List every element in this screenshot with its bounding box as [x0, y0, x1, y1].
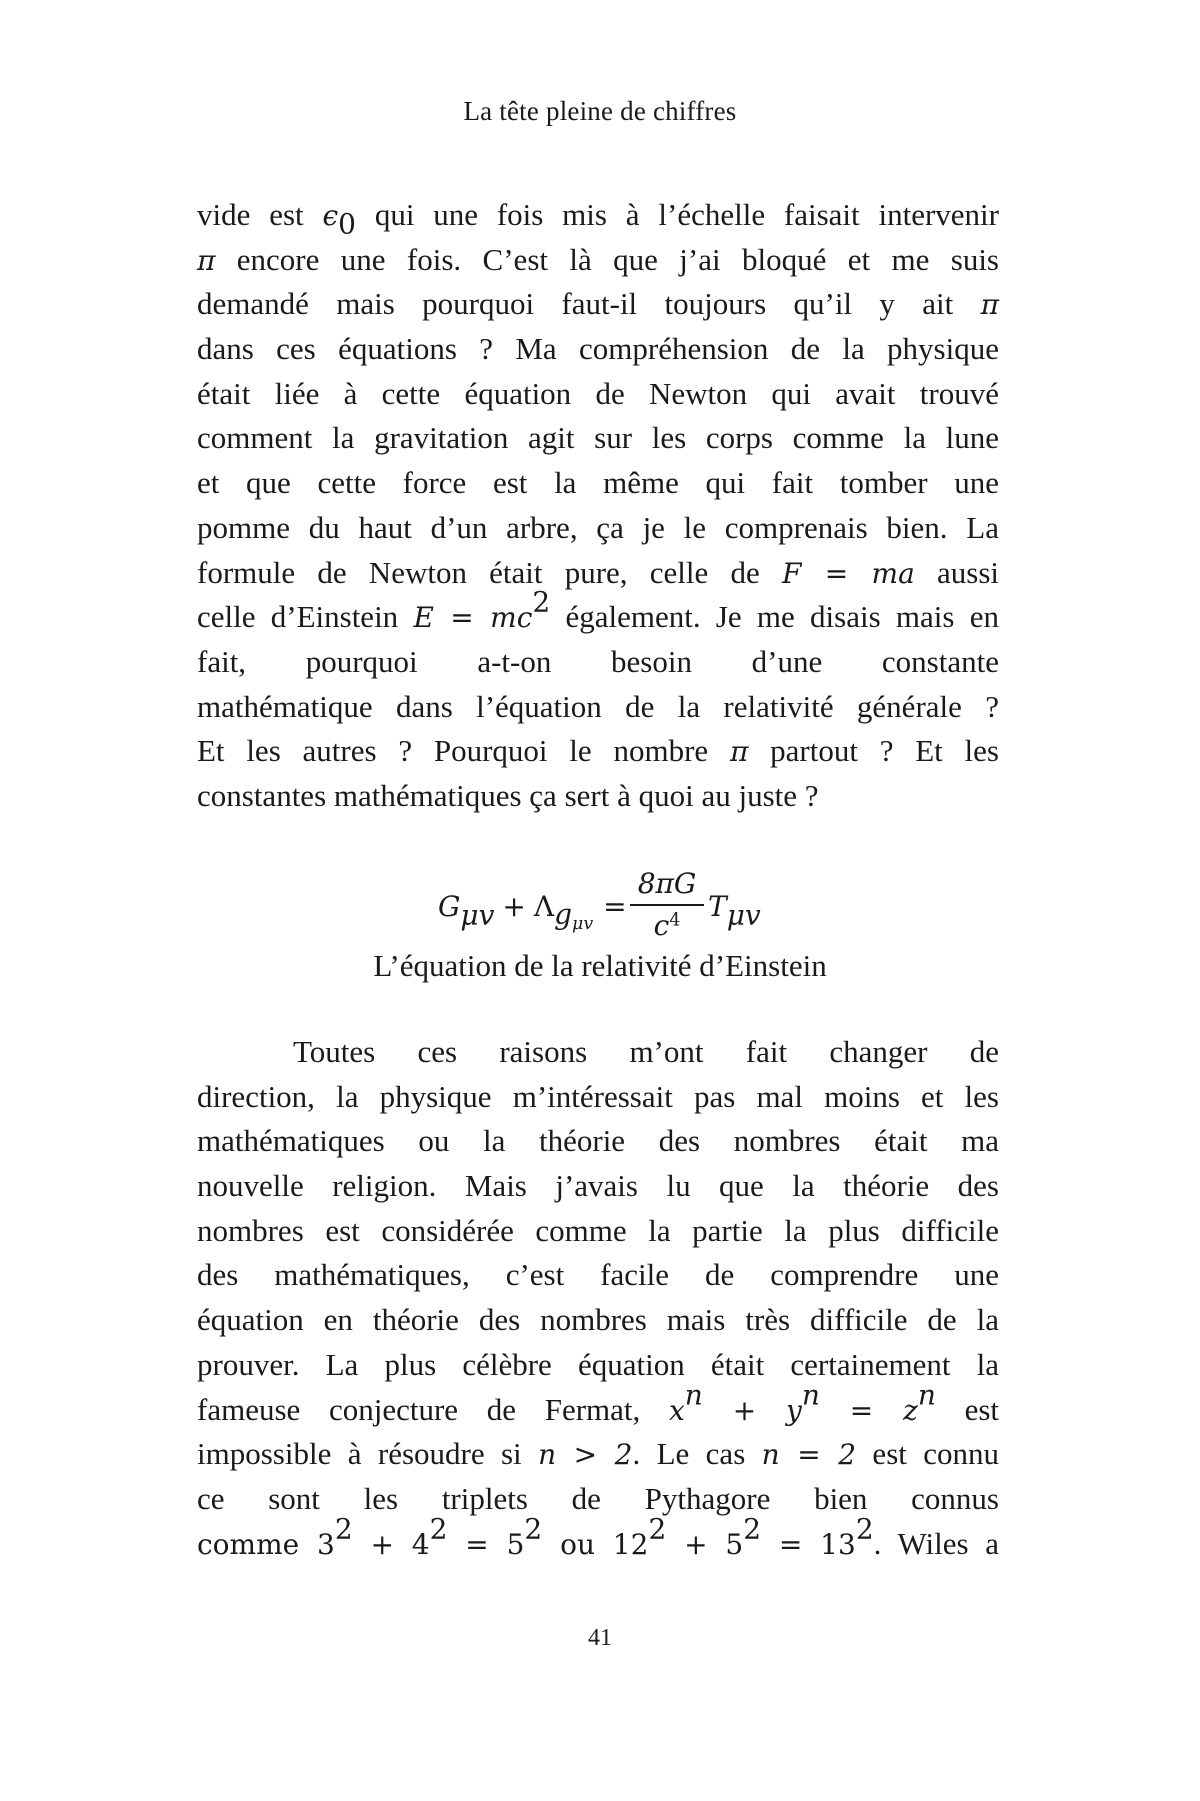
- paragraph-line: était liée à cette équation de Newton qui avait trouvé: [197, 375, 999, 411]
- equation-left-side: [438, 890, 627, 935]
- paragraph-line: mathématique dans l’équation de la relativité générale ?: [197, 688, 999, 724]
- text-run: fameuse conjecture de Fermat,: [197, 1391, 669, 1427]
- math-term: + 5: [666, 1527, 744, 1561]
- math-symbol: T: [708, 890, 727, 923]
- math-pi: π: [980, 288, 999, 322]
- math-superscript: 4: [669, 910, 681, 931]
- math-equality: n = 2: [761, 1438, 857, 1472]
- text-run: partout ? Et les: [748, 733, 999, 769]
- text-run: . Wiles a: [873, 1525, 1000, 1561]
- paragraph-line: [197, 1432, 999, 1477]
- einstein-field-equation: [0, 866, 1200, 946]
- math-subscript: μv: [572, 914, 594, 935]
- paragraph-line: des mathématiques, c’est facile de comprendre une: [197, 1257, 999, 1293]
- paragraph-line: mathématiques ou la théorie des nombres était ma: [197, 1123, 999, 1159]
- paragraph-line: [197, 238, 999, 283]
- math-operator: =: [603, 890, 627, 923]
- paragraph-line: dans ces équations ? Ma compréhension de la physique: [197, 331, 999, 367]
- math-operator: =: [819, 1393, 904, 1427]
- math-superscript: 2: [524, 1512, 543, 1546]
- paragraph-line: prouver. La plus célèbre équation était certainement la: [197, 1346, 999, 1382]
- text-run: est connu: [856, 1436, 1000, 1472]
- math-subscript: 0: [338, 207, 356, 241]
- text-run: formule de Newton était pure, celle de: [197, 554, 782, 590]
- running-title: La tête pleine de chiffres: [463, 96, 737, 126]
- math-symbol: c: [653, 909, 670, 942]
- paragraph-line: nombres est considérée comme la partie la plus difficile: [197, 1212, 999, 1248]
- math-superscript: n: [801, 1378, 820, 1412]
- math-symbol: z: [903, 1393, 918, 1427]
- math-inequality: n > 2: [538, 1438, 633, 1472]
- text-run: aussi: [914, 554, 1000, 590]
- math-superscript: n: [917, 1378, 936, 1412]
- math-superscript: 2: [648, 1512, 667, 1546]
- math-subscript: [554, 898, 594, 935]
- text-run: également. Je me disais mais en: [550, 599, 999, 635]
- math-operator: +: [502, 890, 526, 923]
- paragraph-line: constantes mathématiques ça sert à quoi au juste ?: [197, 777, 819, 813]
- paragraph-line: direction, la physique m’intéressait pas mal moins et les: [197, 1078, 999, 1114]
- fraction-numerator: 8πG: [637, 867, 697, 900]
- math-symbol: x: [669, 1393, 685, 1427]
- text-run: vide est: [197, 197, 323, 232]
- text-run: demandé mais pourquoi faut-il toujours qu’il y ait: [197, 286, 981, 322]
- math-epsilon: ϵ: [322, 199, 339, 232]
- math-operator: +: [702, 1393, 787, 1427]
- paragraph-line: [197, 551, 999, 596]
- paragraph-line: comment la gravitation agit sur les corps comme la lune: [197, 420, 999, 456]
- paragraph-line: pomme du haut d’un arbre, ça je le comprenais bien. La: [197, 509, 999, 545]
- fraction-bar: [630, 904, 704, 906]
- math-subscript: μv: [460, 898, 495, 932]
- paragraph-line: fait, pourquoi a-t-on besoin d’une constante: [197, 643, 999, 679]
- math-symbol: g: [554, 898, 573, 932]
- math-term: = 13: [761, 1527, 856, 1561]
- equation-fraction: [630, 866, 704, 944]
- math-symbol: Λ: [533, 890, 555, 923]
- math-superscript: 2: [429, 1512, 448, 1546]
- paragraph-line: et que cette force est la même qui fait tomber une: [197, 465, 999, 501]
- text-run: . Le cas: [632, 1436, 762, 1472]
- equation-right-side: [708, 890, 761, 932]
- text-run: Et les autres ? Pourquoi le nombre: [197, 733, 730, 769]
- math-superscript: 2: [743, 1512, 762, 1546]
- paragraph-line: [197, 585, 999, 640]
- math-pi: π: [729, 735, 749, 769]
- paragraph-line: [197, 193, 999, 241]
- paragraph-line: ce sont les triplets de Pythagore bien connus: [197, 1480, 999, 1516]
- paragraph-line: [197, 729, 999, 774]
- math-einstein-formula: E = mc: [413, 601, 533, 635]
- math-subscript: μv: [726, 898, 761, 932]
- math-term: ou 12: [542, 1527, 649, 1561]
- paragraph-line: [197, 282, 999, 327]
- paragraph-line: Toutes ces raisons m’ont fait changer de: [293, 1034, 999, 1069]
- math-superscript: n: [684, 1378, 703, 1412]
- paragraph-line: nouvelle religion. Mais j’avais lu que la théorie des: [197, 1168, 999, 1204]
- equation-caption: L’équation de la relativité d’Einstein: [373, 948, 827, 983]
- text-run: encore une fois. C’est là que j’ai bloqué et me suis: [215, 241, 999, 277]
- math-superscript: 2: [334, 1512, 353, 1546]
- text-run: est: [935, 1391, 1000, 1427]
- math-pi: π: [197, 243, 216, 277]
- math-term: = 5: [447, 1527, 525, 1561]
- math-symbol: G: [438, 890, 461, 923]
- math-superscript: 2: [532, 585, 551, 619]
- fraction-denominator: [630, 908, 704, 944]
- paragraph-line: équation en théorie des nombres mais très difficile de la: [197, 1302, 999, 1338]
- math-superscript: 2: [855, 1512, 874, 1546]
- text-run: impossible à résoudre si: [197, 1436, 539, 1472]
- math-symbol: y: [786, 1393, 802, 1427]
- math-newton-formula: F = ma: [781, 556, 915, 590]
- paragraph-line: [197, 1512, 1000, 1567]
- paragraph-2: [197, 1030, 999, 1566]
- paragraph-line: [197, 1378, 1000, 1433]
- text-run: qui une fois mis à l’échelle faisait intervenir: [355, 197, 999, 232]
- paragraph-1: [197, 193, 999, 819]
- text-run: comme 3: [197, 1527, 335, 1561]
- text-run: celle d’Einstein: [197, 599, 414, 635]
- math-term: + 4: [352, 1527, 430, 1561]
- page-number: 41: [588, 1625, 612, 1651]
